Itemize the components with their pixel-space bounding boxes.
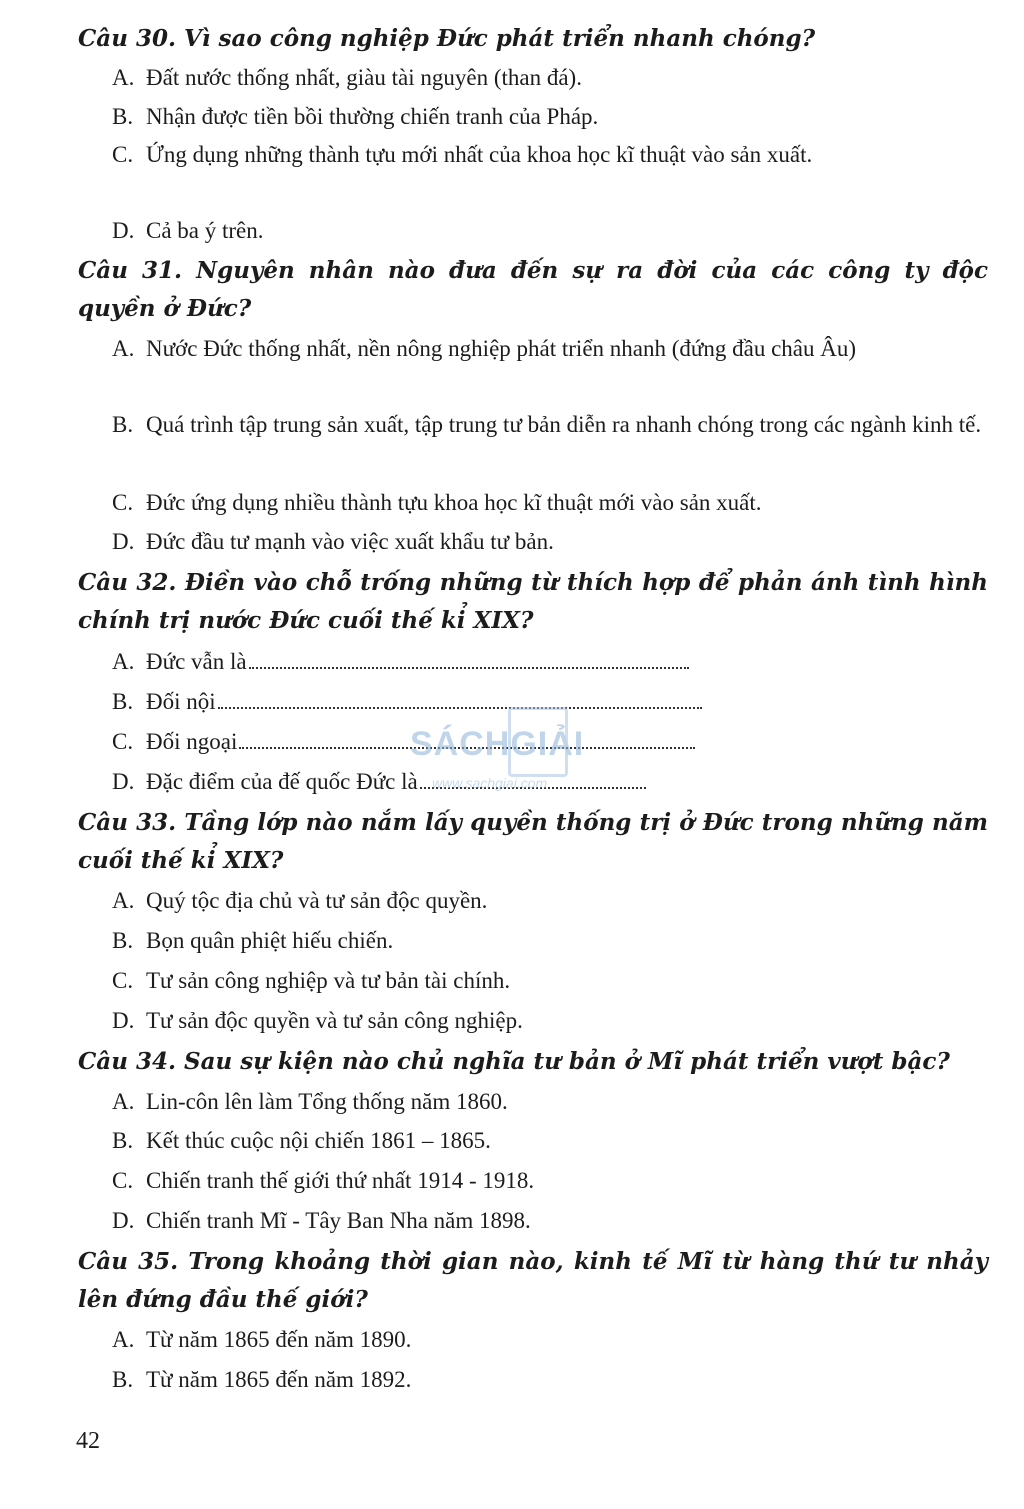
option-text: Nhận được tiền bồi thường chiến tranh của Pháp. [146, 104, 599, 129]
option-letter: D. [112, 769, 135, 794]
option-34-b [112, 1122, 984, 1159]
option-text: Cả ba ý trên. [146, 218, 264, 243]
watermark-logo [410, 705, 620, 800]
option-35-a [112, 1321, 984, 1358]
option-letter: A. [112, 336, 135, 361]
option-text: Đức đầu tư mạnh vào việc xuất khẩu tư bản. [146, 529, 554, 554]
option-33-d [112, 1002, 984, 1039]
option-text: Lin-côn lên làm Tổng thống năm 1860. [146, 1089, 508, 1114]
option-31-c [112, 484, 984, 521]
option-30-d [112, 212, 984, 249]
option-letter: C. [112, 1168, 134, 1193]
option-text: Kết thúc cuộc nội chiến 1861 – 1865. [146, 1128, 491, 1153]
option-letter: A. [112, 1089, 135, 1114]
option-text: Chiến tranh Mĩ - Tây Ban Nha năm 1898. [146, 1208, 531, 1233]
option-letter: A. [112, 1327, 135, 1352]
option-letter: D. [112, 529, 135, 554]
option-31-d [112, 523, 984, 560]
option-letter: B. [112, 412, 134, 437]
option-text: Nước Đức thống nhất, nền nông nghiệp phát triển nhanh (đứng đầu châu Âu) [146, 336, 857, 361]
option-text: Đất nước thống nhất, giàu tài nguyên (than đá). [146, 65, 582, 90]
option-letter: C. [112, 729, 134, 754]
option-30-a [112, 59, 984, 96]
option-31-a [112, 330, 984, 367]
option-text: Đối nội [146, 689, 216, 714]
option-33-c [112, 962, 984, 999]
option-text: Đức vẫn là [146, 649, 247, 674]
option-text: Từ năm 1865 đến năm 1892. [146, 1367, 412, 1392]
option-34-c [112, 1162, 984, 1199]
option-letter: B. [112, 1128, 134, 1153]
option-35-b [112, 1361, 984, 1398]
option-text: Chiến tranh thế giới thứ nhất 1914 - 1918. [146, 1168, 535, 1193]
option-letter: C. [112, 142, 134, 167]
option-text: Đối ngoại [146, 729, 238, 754]
option-30-b [112, 98, 984, 135]
option-letter: B. [112, 928, 134, 953]
option-31-b [112, 406, 984, 443]
option-text: Đức ứng dụng nhiều thành tựu khoa học kĩ thuật mới vào sản xuất. [146, 490, 762, 515]
question-33-title: Câu 33. Tầng lớp nào nắm lấy quyền thống trị ở Đức trong những năm cuối thế kỉ XIX? [78, 809, 988, 874]
option-text: Ứng dụng những thành tựu mới nhất của khoa học kĩ thuật vào sản xuất. [146, 142, 813, 167]
question-35-title: Câu 35. Trong khoảng thời gian nào, kinh tế Mĩ từ hàng thứ tư nhảy lên đứng đầu thế giới? [78, 1248, 988, 1313]
option-letter: B. [112, 1367, 134, 1392]
option-letter: A. [112, 65, 135, 90]
watermark-url: www.sachgiai.com [432, 775, 548, 791]
option-text: Bọn quân phiệt hiếu chiến. [146, 928, 394, 953]
blank-line[interactable] [249, 659, 689, 669]
option-30-c [112, 136, 984, 173]
option-letter: C. [112, 968, 134, 993]
page-number: 42 [76, 1428, 100, 1454]
fill-blank-32-a [112, 643, 689, 680]
option-letter: A. [112, 649, 135, 674]
option-text: Quý tộc địa chủ và tư sản độc quyền. [146, 888, 488, 913]
option-text: Tư sản độc quyền và tư sản công nghiệp. [146, 1008, 523, 1033]
option-letter: A. [112, 888, 135, 913]
option-33-b [112, 922, 984, 959]
option-letter: C. [112, 490, 134, 515]
option-text: Đặc điểm của đế quốc Đức là [146, 769, 418, 794]
question-34-title: Câu 34. Sau sự kiện nào chủ nghĩa tư bản ở Mĩ phát triển vượt bậc? [78, 1048, 950, 1075]
option-34-a [112, 1083, 984, 1120]
option-34-d [112, 1202, 984, 1239]
watermark-text: SÁCHGIẢI [410, 725, 585, 763]
option-33-a [112, 882, 984, 919]
question-32-title: Câu 32. Điền vào chỗ trống những từ thích hợp để phản ánh tình hình chính trị nước Đức cuối thế kỉ XIX? [78, 569, 988, 634]
option-letter: B. [112, 689, 134, 714]
question-30-title: Câu 30. Vì sao công nghiệp Đức phát triển nhanh chóng? [78, 25, 816, 52]
option-letter: D. [112, 218, 135, 243]
option-text: Quá trình tập trung sản xuất, tập trung tư bản diễn ra nhanh chóng trong các ngành kinh tế. [146, 412, 982, 437]
option-text: Từ năm 1865 đến năm 1890. [146, 1327, 412, 1352]
option-text: Tư sản công nghiệp và tư bản tài chính. [146, 968, 511, 993]
option-letter: D. [112, 1008, 135, 1033]
question-31-title: Câu 31. Nguyên nhân nào đưa đến sự ra đời của các công ty độc quyền ở Đức? [78, 257, 988, 322]
option-letter: B. [112, 104, 134, 129]
option-letter: D. [112, 1208, 135, 1233]
